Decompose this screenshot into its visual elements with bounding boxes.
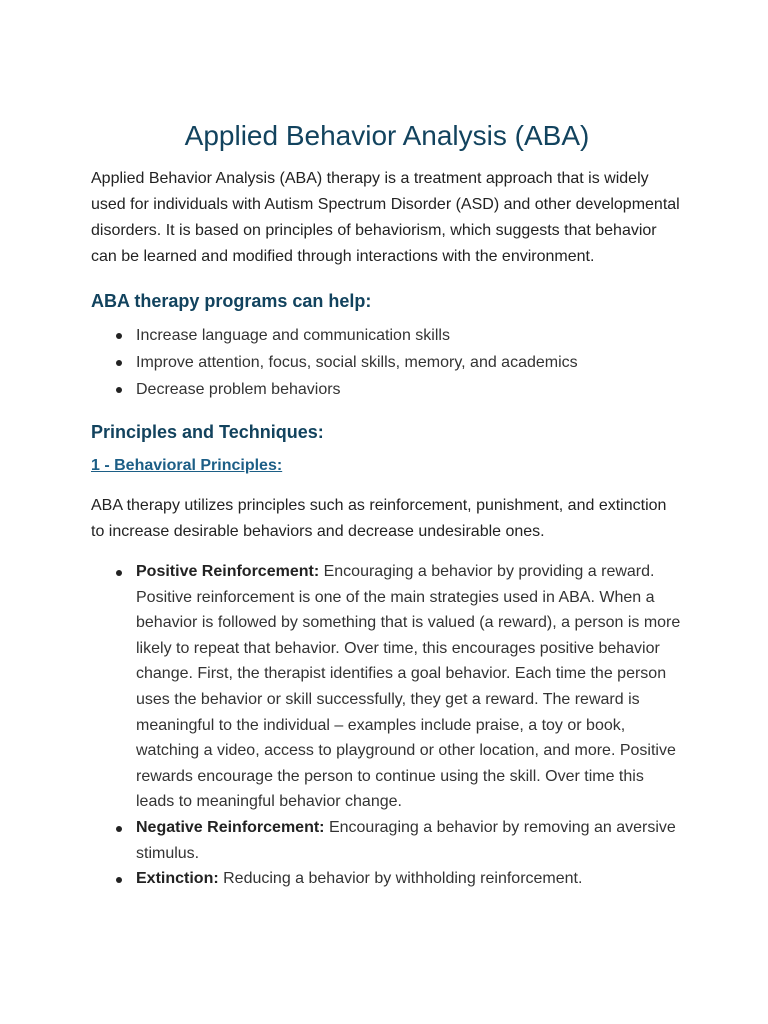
technique-description: Reducing a behavior by withholding reinforcement. [218,870,583,888]
behavioral-principles-heading: 1 - Behavioral Principles: [91,457,283,474]
behavioral-principles-paragraph: ABA therapy utilizes principles such as reinforcement, punishment, and extinction to increase desirable behaviors and decrease undesirable ones. [91,497,667,540]
principles-heading: Principles and Techniques: [91,422,324,442]
list-item: Decrease problem behaviors [91,376,683,403]
technique-term: Positive Reinforcement: [136,563,320,580]
list-item [91,866,683,892]
help-heading: ABA therapy programs can help: [91,291,372,311]
technique-description: Encouraging a behavior by removing an aversive stimulus. [136,818,676,862]
techniques-list [91,559,683,892]
list-item: Increase language and communication skills [91,322,683,349]
intro-paragraph: Applied Behavior Analysis (ABA) therapy is a treatment approach that is widely used for individuals with Autism Spectrum Disorder (ASD) and other developmental disorders. It is based on principles of behaviorism, which suggests that behavior can be learned and modified through interactions with the environment. [91,170,680,265]
document-page [91,116,683,892]
list-item [91,815,683,866]
technique-term: Negative Reinforcement: [136,818,325,836]
help-list [91,322,683,403]
technique-term: Extinction: [136,870,219,888]
list-item: Improve attention, focus, social skills, memory, and academics [91,349,683,376]
list-item [91,559,683,815]
document-title: Applied Behavior Analysis (ABA) [184,120,590,151]
technique-description: Encouraging a behavior by providing a reward. Positive reinforcement is one of the main strategies used in ABA. When a behavior is followed by something that is valued (a reward), a person is more likely to repeat that behavior. Over time, this encourages positive behavior change. First, the therapist identifies a goal behavior. Each time the person uses the behavior or skill successfully, they get a reward. The reward is meaningful to the individual – examples include praise, a toy or book, watching a video, access to playground or other location, and more. Positive rewards encourage the person to continue using the skill. Over time this leads to meaningful behavior change. [136,563,681,811]
